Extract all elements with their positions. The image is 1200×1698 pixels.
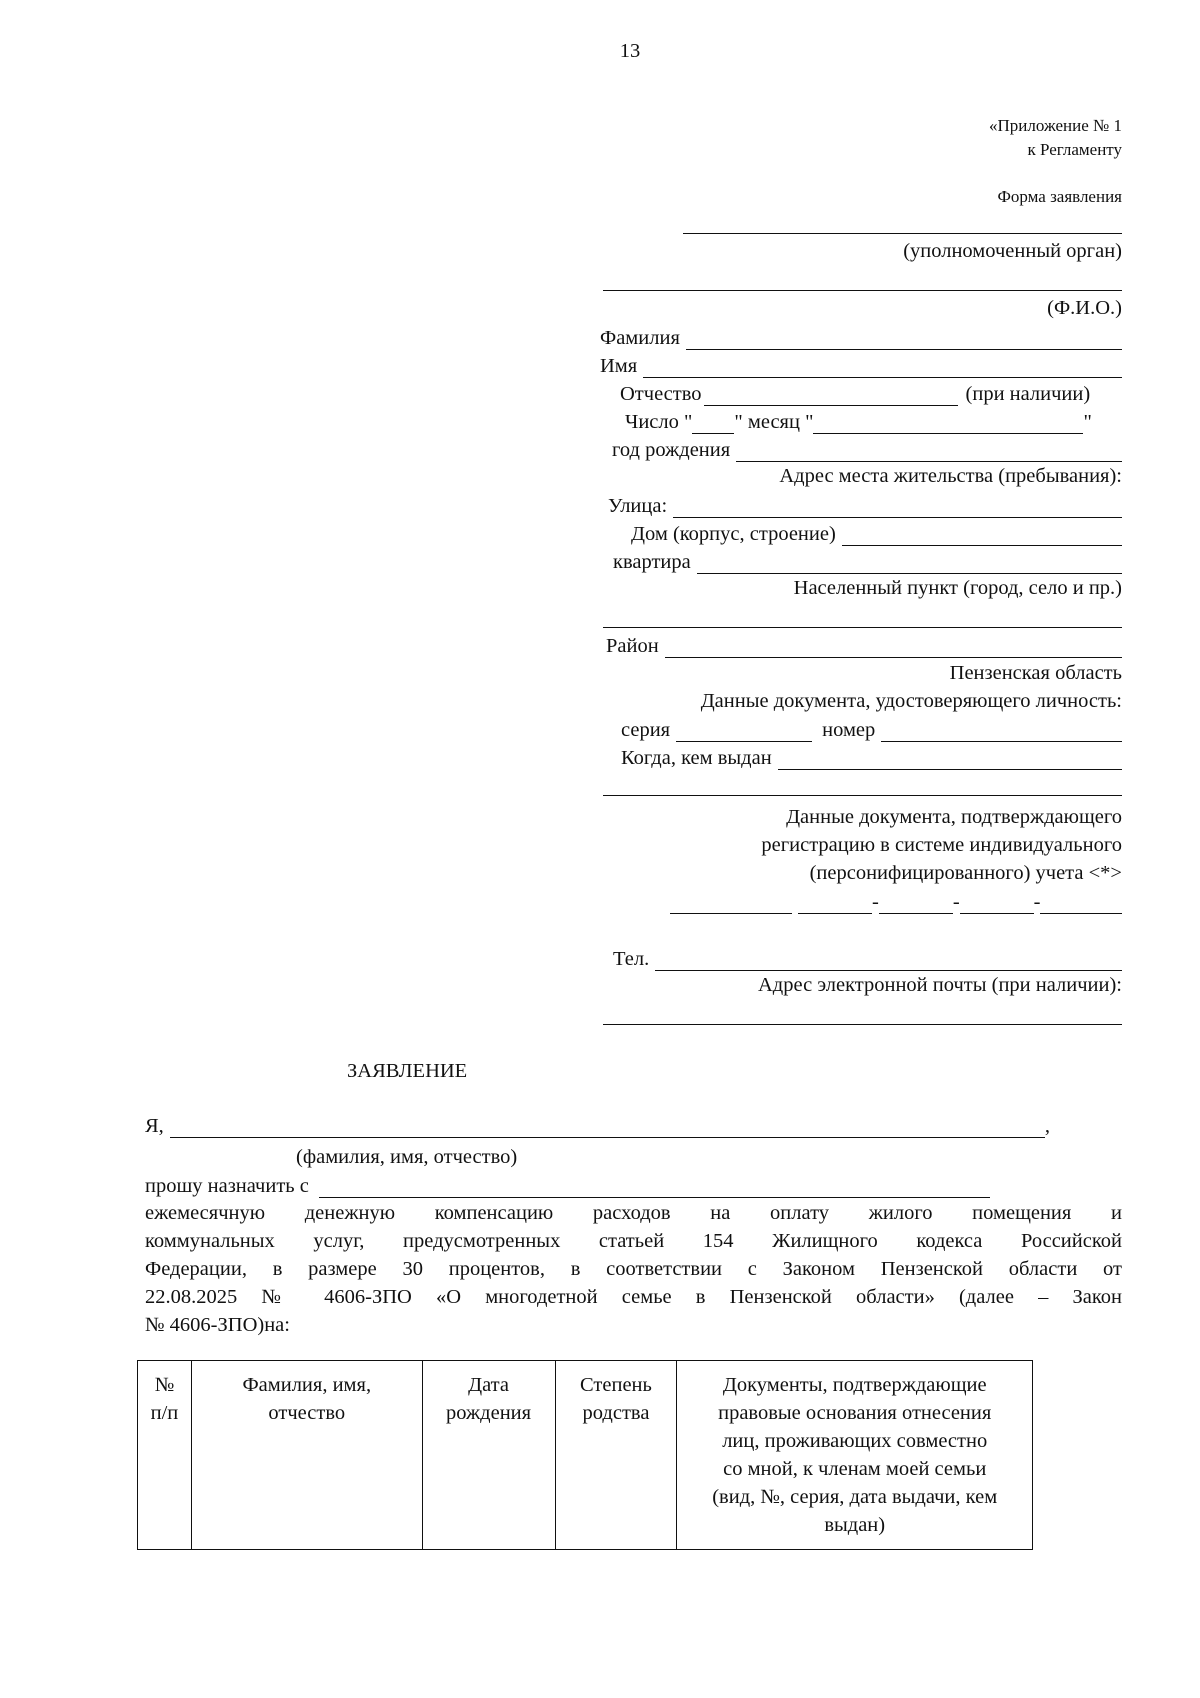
series-number-field[interactable] — [621, 716, 1122, 742]
birth-date-field[interactable] — [625, 408, 1122, 434]
statement-body-line-3: Федерации, в размере 30 процентов, в соответствии с Законом Пензенской области от — [145, 1258, 1122, 1280]
birth-year-field[interactable] — [612, 436, 1122, 462]
apartment-field[interactable] — [613, 548, 1122, 574]
request-label: прошу назначить с — [145, 1175, 309, 1197]
district-field[interactable] — [606, 632, 1122, 658]
patronymic-note: (при наличии) — [965, 383, 1091, 405]
appendix-title: «Приложение № 1 — [989, 116, 1122, 135]
comma: , — [1044, 1115, 1050, 1137]
fio-caption: (Ф.И.О.) — [1047, 297, 1122, 319]
col-fio-header: Фамилия, имя, отчество — [191, 1361, 422, 1550]
phone-label: Тел. — [613, 948, 650, 970]
fio-line[interactable] — [603, 290, 1122, 291]
family-members-table — [137, 1360, 1033, 1550]
street-label: Улица: — [608, 495, 668, 517]
statement-body-line-4: 22.08.2025 № 4606-ЗПО «О многодетной семье в Пензенской области» (далее – Закон — [145, 1286, 1122, 1308]
street-field[interactable] — [608, 492, 1122, 518]
i-label: Я, — [145, 1115, 164, 1137]
number-label: номер — [822, 719, 876, 741]
statement-title: ЗАЯВЛЕНИЕ — [347, 1060, 468, 1082]
region-text: Пензенская область — [949, 662, 1122, 684]
applicant-fio-field[interactable] — [145, 1112, 1050, 1138]
quote-close: " — [1083, 411, 1092, 433]
house-field[interactable] — [631, 520, 1122, 546]
patronymic-label: Отчество — [620, 383, 702, 405]
snils-number-field[interactable] — [670, 888, 1122, 914]
statement-body-line-2: коммунальных услуг, предусмотренных статьей 154 Жилищного кодекса Российской — [145, 1230, 1122, 1252]
appendix-subtitle: к Регламенту — [1027, 140, 1122, 159]
email-caption: Адрес электронной почты (при наличии): — [758, 974, 1122, 996]
snils-dash-3: - — [1033, 891, 1041, 913]
col-relation-header: Степень родства — [555, 1361, 677, 1550]
snils-caption-1: Данные документа, подтверждающего — [786, 806, 1122, 828]
statement-body-line-1: ежемесячную денежную компенсацию расходов на оплату жилого помещения и — [145, 1202, 1122, 1224]
apartment-label: квартира — [613, 551, 691, 573]
phone-field[interactable] — [613, 945, 1122, 971]
col-documents-header: Документы, подтверждающие правовые основания отнесения лиц, проживающих совместно со мной, к членам моей семьи (вид, №, серия, дата выдачи, кем выдан) — [677, 1361, 1033, 1550]
snils-caption-3: (персонифицированного) учета <*> — [809, 862, 1122, 884]
series-label: серия — [621, 719, 671, 741]
name-label: Имя — [600, 355, 638, 377]
settlement-caption: Населенный пункт (город, село и пр.) — [793, 577, 1122, 599]
start-date-field[interactable] — [145, 1172, 990, 1198]
house-label: Дом (корпус, строение) — [631, 523, 836, 545]
email-line[interactable] — [603, 1024, 1122, 1025]
col-birthdate-header: Дата рождения — [422, 1361, 555, 1550]
month-label: " месяц " — [734, 411, 814, 433]
snils-caption-2: регистрацию в системе индивидуального — [761, 834, 1122, 856]
col-number-header: № п/п — [138, 1361, 192, 1550]
id-doc-caption: Данные документа, удостоверяющего личность: — [700, 690, 1122, 712]
surname-label: Фамилия — [600, 327, 680, 349]
form-title: Форма заявления — [997, 187, 1122, 206]
district-label: Район — [606, 635, 659, 657]
day-label: Число " — [625, 411, 693, 433]
applicant-fio-caption: (фамилия, имя, отчество) — [296, 1146, 518, 1168]
settlement-line[interactable] — [603, 627, 1122, 628]
issued-label: Когда, кем выдан — [621, 747, 772, 769]
birth-year-label: год рождения — [612, 439, 731, 461]
authority-caption: (уполномоченный орган) — [903, 240, 1122, 262]
page-number: 13 — [619, 40, 641, 62]
snils-dash-1: - — [872, 891, 879, 913]
issued-line-2[interactable] — [603, 795, 1122, 796]
residence-caption: Адрес места жительства (пребывания): — [779, 465, 1122, 487]
authority-line[interactable] — [683, 233, 1122, 234]
statement-body-line-5: № 4606-ЗПО)на: — [145, 1314, 290, 1336]
patronymic-field[interactable] — [620, 380, 1122, 406]
snils-dash-2: - — [952, 891, 960, 913]
surname-field[interactable] — [600, 324, 1122, 350]
name-field[interactable] — [600, 352, 1122, 378]
issued-field[interactable] — [621, 744, 1122, 770]
table-header-row — [138, 1361, 1033, 1550]
